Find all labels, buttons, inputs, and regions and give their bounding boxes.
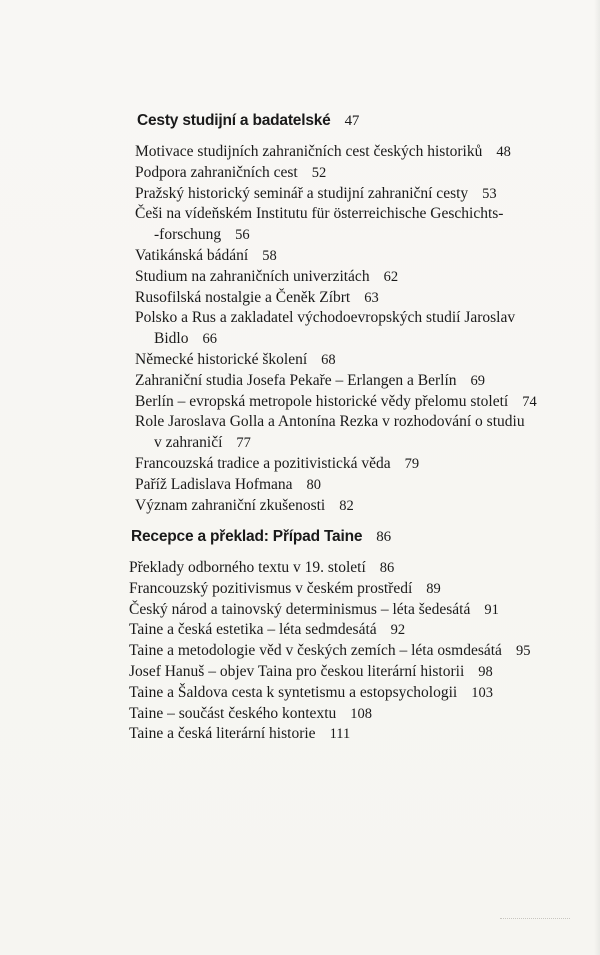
toc-entry bbox=[0, 579, 575, 600]
section-page-number: 47 bbox=[344, 113, 360, 129]
toc-entry-title: Češi na vídeňském Institutu für österreichische Geschichts- bbox=[135, 205, 504, 223]
toc-entry-title: Pražský historický seminář a studijní zahraniční cesty bbox=[135, 184, 469, 202]
section-title: Cesty studijní a badatelské bbox=[137, 112, 331, 129]
toc-entry-title: Překlady odborného textu v 19. století bbox=[129, 559, 366, 576]
toc-entry-page-number: 95 bbox=[515, 643, 531, 660]
toc-entry-page-number: 53 bbox=[482, 185, 497, 202]
toc-entry bbox=[0, 475, 575, 496]
toc-entry-title: Taine a Šaldova cesta k syntetismu a estopsychologii bbox=[129, 683, 458, 701]
paper-mark bbox=[500, 908, 570, 919]
section-title: Recepce a překlad: Případ Taine bbox=[131, 528, 363, 545]
toc-entry-title: Francouzský pozitivismus v českém prostředí bbox=[129, 579, 413, 597]
toc-entry-title: Role Jaroslava Golla a Antonína Rezka v rozhodování o studiu bbox=[135, 413, 525, 431]
toc-entry-page-number: 62 bbox=[383, 268, 399, 285]
toc-entry bbox=[0, 454, 575, 475]
toc-entry-continuation-text: Bidlo bbox=[154, 330, 189, 348]
toc-entry bbox=[0, 662, 575, 683]
toc-entry-title: Vatikánská bádání bbox=[135, 246, 249, 264]
toc-entry bbox=[0, 204, 575, 246]
toc-entry bbox=[0, 163, 575, 184]
toc-entry-continuation-text: v zahraničí bbox=[154, 434, 223, 452]
toc-entry-page-number: 86 bbox=[379, 560, 395, 576]
toc-entry-page-number: 98 bbox=[478, 663, 493, 680]
toc-entry-page-number: 56 bbox=[235, 227, 250, 244]
section-heading bbox=[131, 524, 600, 550]
toc-entry-page-number: 108 bbox=[350, 705, 372, 722]
toc-entry-page-number: 63 bbox=[364, 289, 379, 306]
toc-entry bbox=[0, 308, 575, 350]
toc-entry-page-number: 92 bbox=[390, 622, 406, 639]
toc-entry-title: Taine – součást českého kontextu bbox=[129, 704, 337, 722]
toc-entry-page-number: 52 bbox=[311, 164, 327, 181]
toc-list bbox=[0, 142, 600, 516]
toc-entry bbox=[0, 246, 575, 267]
toc-entry-title: Polsko a Rus a zakladatel východoevropských studií Jaroslav bbox=[135, 309, 516, 327]
toc-entry bbox=[0, 704, 575, 725]
toc-entry-continuation bbox=[135, 329, 575, 350]
toc-entry bbox=[0, 142, 575, 163]
toc-entry bbox=[0, 724, 575, 745]
toc-entry bbox=[0, 412, 575, 454]
toc-section-cesty bbox=[0, 108, 600, 516]
toc-entry-page-number: 111 bbox=[329, 726, 351, 743]
toc-entry-page-number: 103 bbox=[471, 684, 493, 701]
toc-entry-title: Význam zahraniční zkušenosti bbox=[135, 496, 326, 514]
toc-entry-page-number: 58 bbox=[262, 247, 277, 264]
toc-section-recepce bbox=[0, 524, 600, 745]
toc-entry-title: Podpora zahraničních cest bbox=[135, 163, 298, 181]
toc-entry-title: Taine a česká literární historie bbox=[129, 725, 316, 743]
toc-entry-page-number: 82 bbox=[339, 497, 354, 514]
toc-entry-title: Český národ a tainovský determinismus – léta šedesátá bbox=[129, 600, 471, 618]
section-heading bbox=[137, 108, 600, 134]
toc-entry-title: Josef Hanuš – objev Taina pro českou literární historii bbox=[129, 662, 465, 680]
toc-list bbox=[0, 558, 600, 745]
toc-entry-page-number: 91 bbox=[484, 601, 499, 618]
toc-entry bbox=[0, 620, 575, 641]
toc-entry bbox=[0, 184, 575, 205]
toc-entry bbox=[0, 371, 575, 392]
toc-entry-title: Motivace studijních zahraničních cest českých historiků bbox=[135, 143, 483, 160]
toc-entry-title: Německé historické školení bbox=[135, 350, 308, 368]
toc-entry bbox=[0, 496, 575, 517]
section-page-number: 86 bbox=[376, 529, 391, 545]
toc-entry-title: Paříž Ladislava Hofmana bbox=[135, 475, 293, 493]
toc-entry-page-number: 68 bbox=[321, 351, 336, 368]
toc-entry-title: Francouzská tradice a pozitivistická věda bbox=[135, 454, 391, 472]
toc-entry-page-number: 89 bbox=[426, 580, 441, 597]
page-edge-shadow bbox=[594, 0, 600, 955]
toc-entry-page-number: 66 bbox=[202, 331, 217, 348]
toc-entry bbox=[0, 288, 575, 309]
toc-entry-title: Taine a metodologie věd v českých zemích – léta osmdesátá bbox=[129, 642, 502, 660]
toc-entry bbox=[0, 558, 575, 579]
toc-entry-page-number: 79 bbox=[404, 455, 420, 472]
toc-entry-continuation-text: -forschung bbox=[154, 226, 222, 244]
toc-entry-page-number: 77 bbox=[236, 435, 251, 452]
toc-entry-title: Taine a česká estetika – léta sedmdesátá bbox=[129, 621, 377, 639]
toc-entry bbox=[0, 350, 575, 371]
toc-entry-continuation bbox=[135, 225, 575, 246]
toc-entry-page-number: 48 bbox=[496, 144, 511, 160]
toc-entry bbox=[0, 392, 575, 413]
toc-entry-page-number: 74 bbox=[522, 393, 537, 410]
toc-entry-page-number: 69 bbox=[470, 372, 486, 389]
toc-entry bbox=[0, 641, 575, 662]
toc-entry-title: Zahraniční studia Josefa Pekaře – Erlangen a Berlín bbox=[135, 371, 457, 389]
toc-entry bbox=[0, 683, 575, 704]
toc-entry-title: Berlín – evropská metropole historické vědy přelomu století bbox=[135, 392, 509, 410]
toc-entry-page-number: 80 bbox=[306, 476, 322, 493]
toc-entry-title: Studium na zahraničních univerzitách bbox=[135, 267, 370, 285]
toc-entry-continuation bbox=[135, 433, 575, 454]
toc-entry bbox=[0, 600, 575, 621]
toc-entry-title: Rusofilská nostalgie a Čeněk Zíbrt bbox=[135, 288, 351, 306]
toc-entry bbox=[0, 267, 575, 288]
